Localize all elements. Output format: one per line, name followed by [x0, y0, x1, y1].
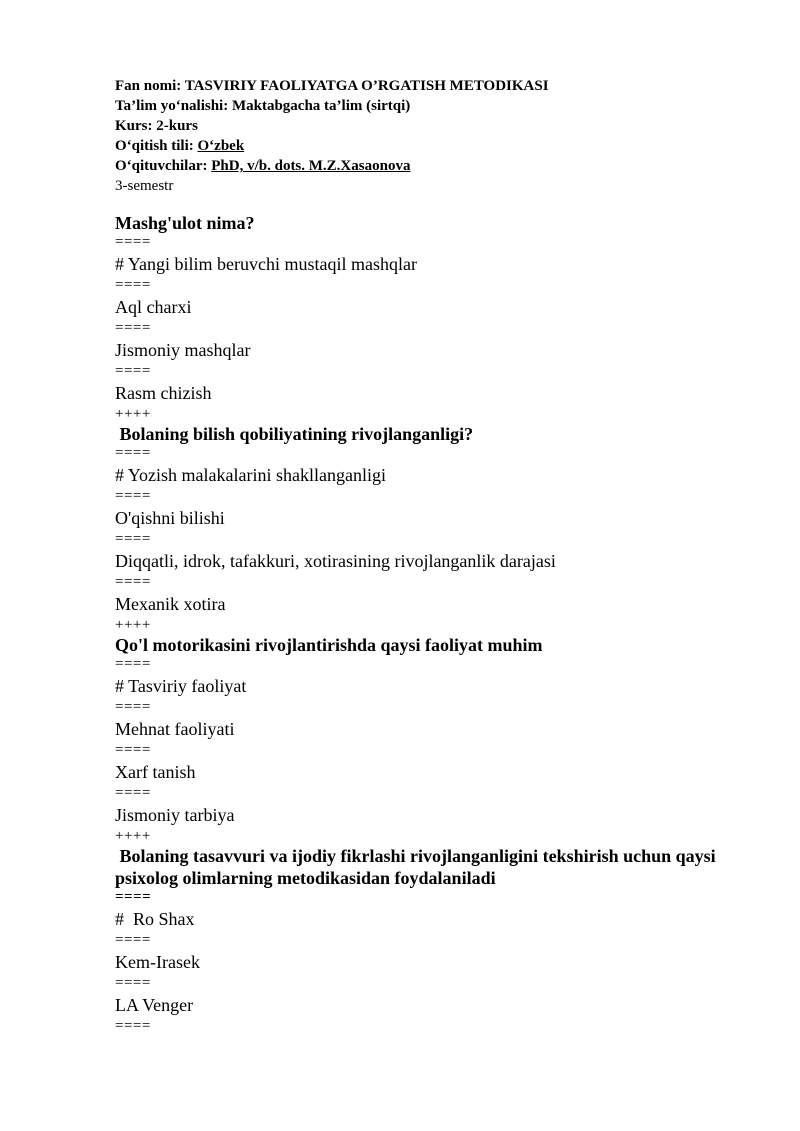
- question-block: [115, 212, 755, 423]
- separator: ====: [115, 488, 151, 504]
- subject-label: Fan nomi:: [115, 78, 182, 94]
- language-label: O‘qitish tili:: [115, 138, 194, 154]
- answer-option: Jismoniy mashqlar: [115, 340, 251, 360]
- teachers-label: O‘qituvchilar:: [115, 158, 208, 174]
- end-marker: ++++: [115, 406, 151, 422]
- separator: ====: [115, 742, 151, 758]
- separator: ====: [115, 574, 151, 590]
- teachers-line: [115, 156, 755, 176]
- answer-option: # Yangi bilim beruvchi mustaqil mashqlar: [115, 254, 417, 274]
- separator: ====: [115, 932, 151, 948]
- answer-option: LA Venger: [115, 995, 194, 1015]
- separator: ====: [115, 320, 151, 336]
- answer-option: # Yozish malakalarini shakllanganligi: [115, 465, 386, 485]
- direction-value: Maktabgacha ta’lim (sirtqi): [231, 98, 411, 114]
- teachers-value: PhD, v/b. dots. M.Z.Xasaonova: [211, 158, 411, 174]
- separator: ====: [115, 277, 151, 293]
- course-line: [115, 116, 755, 136]
- language-value: O‘zbek: [197, 138, 245, 154]
- course-value: 2-kurs: [156, 118, 198, 134]
- subject-value: TASVIRIY FAOLIYATGA O’RGATISH METODIKASI: [184, 78, 549, 94]
- question-text: Bolaning tasavvuri va ijodiy fikrlashi rivojlanganligini tekshirish uchun qaysi psixolog olimlarning metodikasidan foydalaniladi: [115, 846, 721, 888]
- answer-option: Mexanik xotira: [115, 594, 226, 614]
- answer-option: Kem-Irasek: [115, 952, 200, 972]
- answer-option: Aql charxi: [115, 297, 192, 317]
- answer-option: Jismoniy tarbiya: [115, 805, 235, 825]
- question-text: Mashg'ulot nima?: [115, 213, 255, 233]
- subject-line: [115, 76, 755, 96]
- document-header: [115, 76, 755, 196]
- separator: ====: [115, 234, 151, 250]
- separator: ====: [115, 531, 151, 547]
- separator: ====: [115, 699, 151, 715]
- answer-option: # Tasviriy faoliyat: [115, 676, 247, 696]
- answer-option: Diqqatli, idrok, tafakkuri, xotirasining rivojlanganlik darajasi: [115, 551, 556, 571]
- end-marker: ++++: [115, 828, 151, 844]
- answer-option: O'qishni bilishi: [115, 508, 225, 528]
- question-block: [115, 423, 755, 634]
- question-block: [115, 634, 755, 845]
- course-label: Kurs:: [115, 118, 153, 134]
- direction-line: [115, 96, 755, 116]
- end-marker: ++++: [115, 617, 151, 633]
- document-page: [115, 76, 755, 1035]
- direction-label: Ta’lim yo‘nalishi:: [115, 98, 229, 114]
- question-text: Qo'l motorikasini rivojlantirishda qaysi faoliyat muhim: [115, 635, 543, 655]
- separator: ====: [115, 889, 152, 905]
- end-marker: ====: [115, 1018, 151, 1034]
- separator: ====: [115, 656, 151, 672]
- answer-option: Xarf tanish: [115, 762, 196, 782]
- semester-line: 3-semestr: [115, 178, 174, 194]
- separator: ====: [115, 445, 151, 461]
- answer-option: Rasm chizish: [115, 383, 212, 403]
- answer-option: # Ro Shax: [115, 909, 195, 929]
- separator: ====: [115, 363, 151, 379]
- answer-option: Mehnat faoliyati: [115, 719, 235, 739]
- question-block: [115, 845, 755, 1035]
- question-text: Bolaning bilish qobiliyatining rivojlanganligi?: [115, 424, 474, 444]
- separator: ====: [115, 785, 151, 801]
- separator: ====: [115, 975, 151, 991]
- language-line: [115, 136, 755, 156]
